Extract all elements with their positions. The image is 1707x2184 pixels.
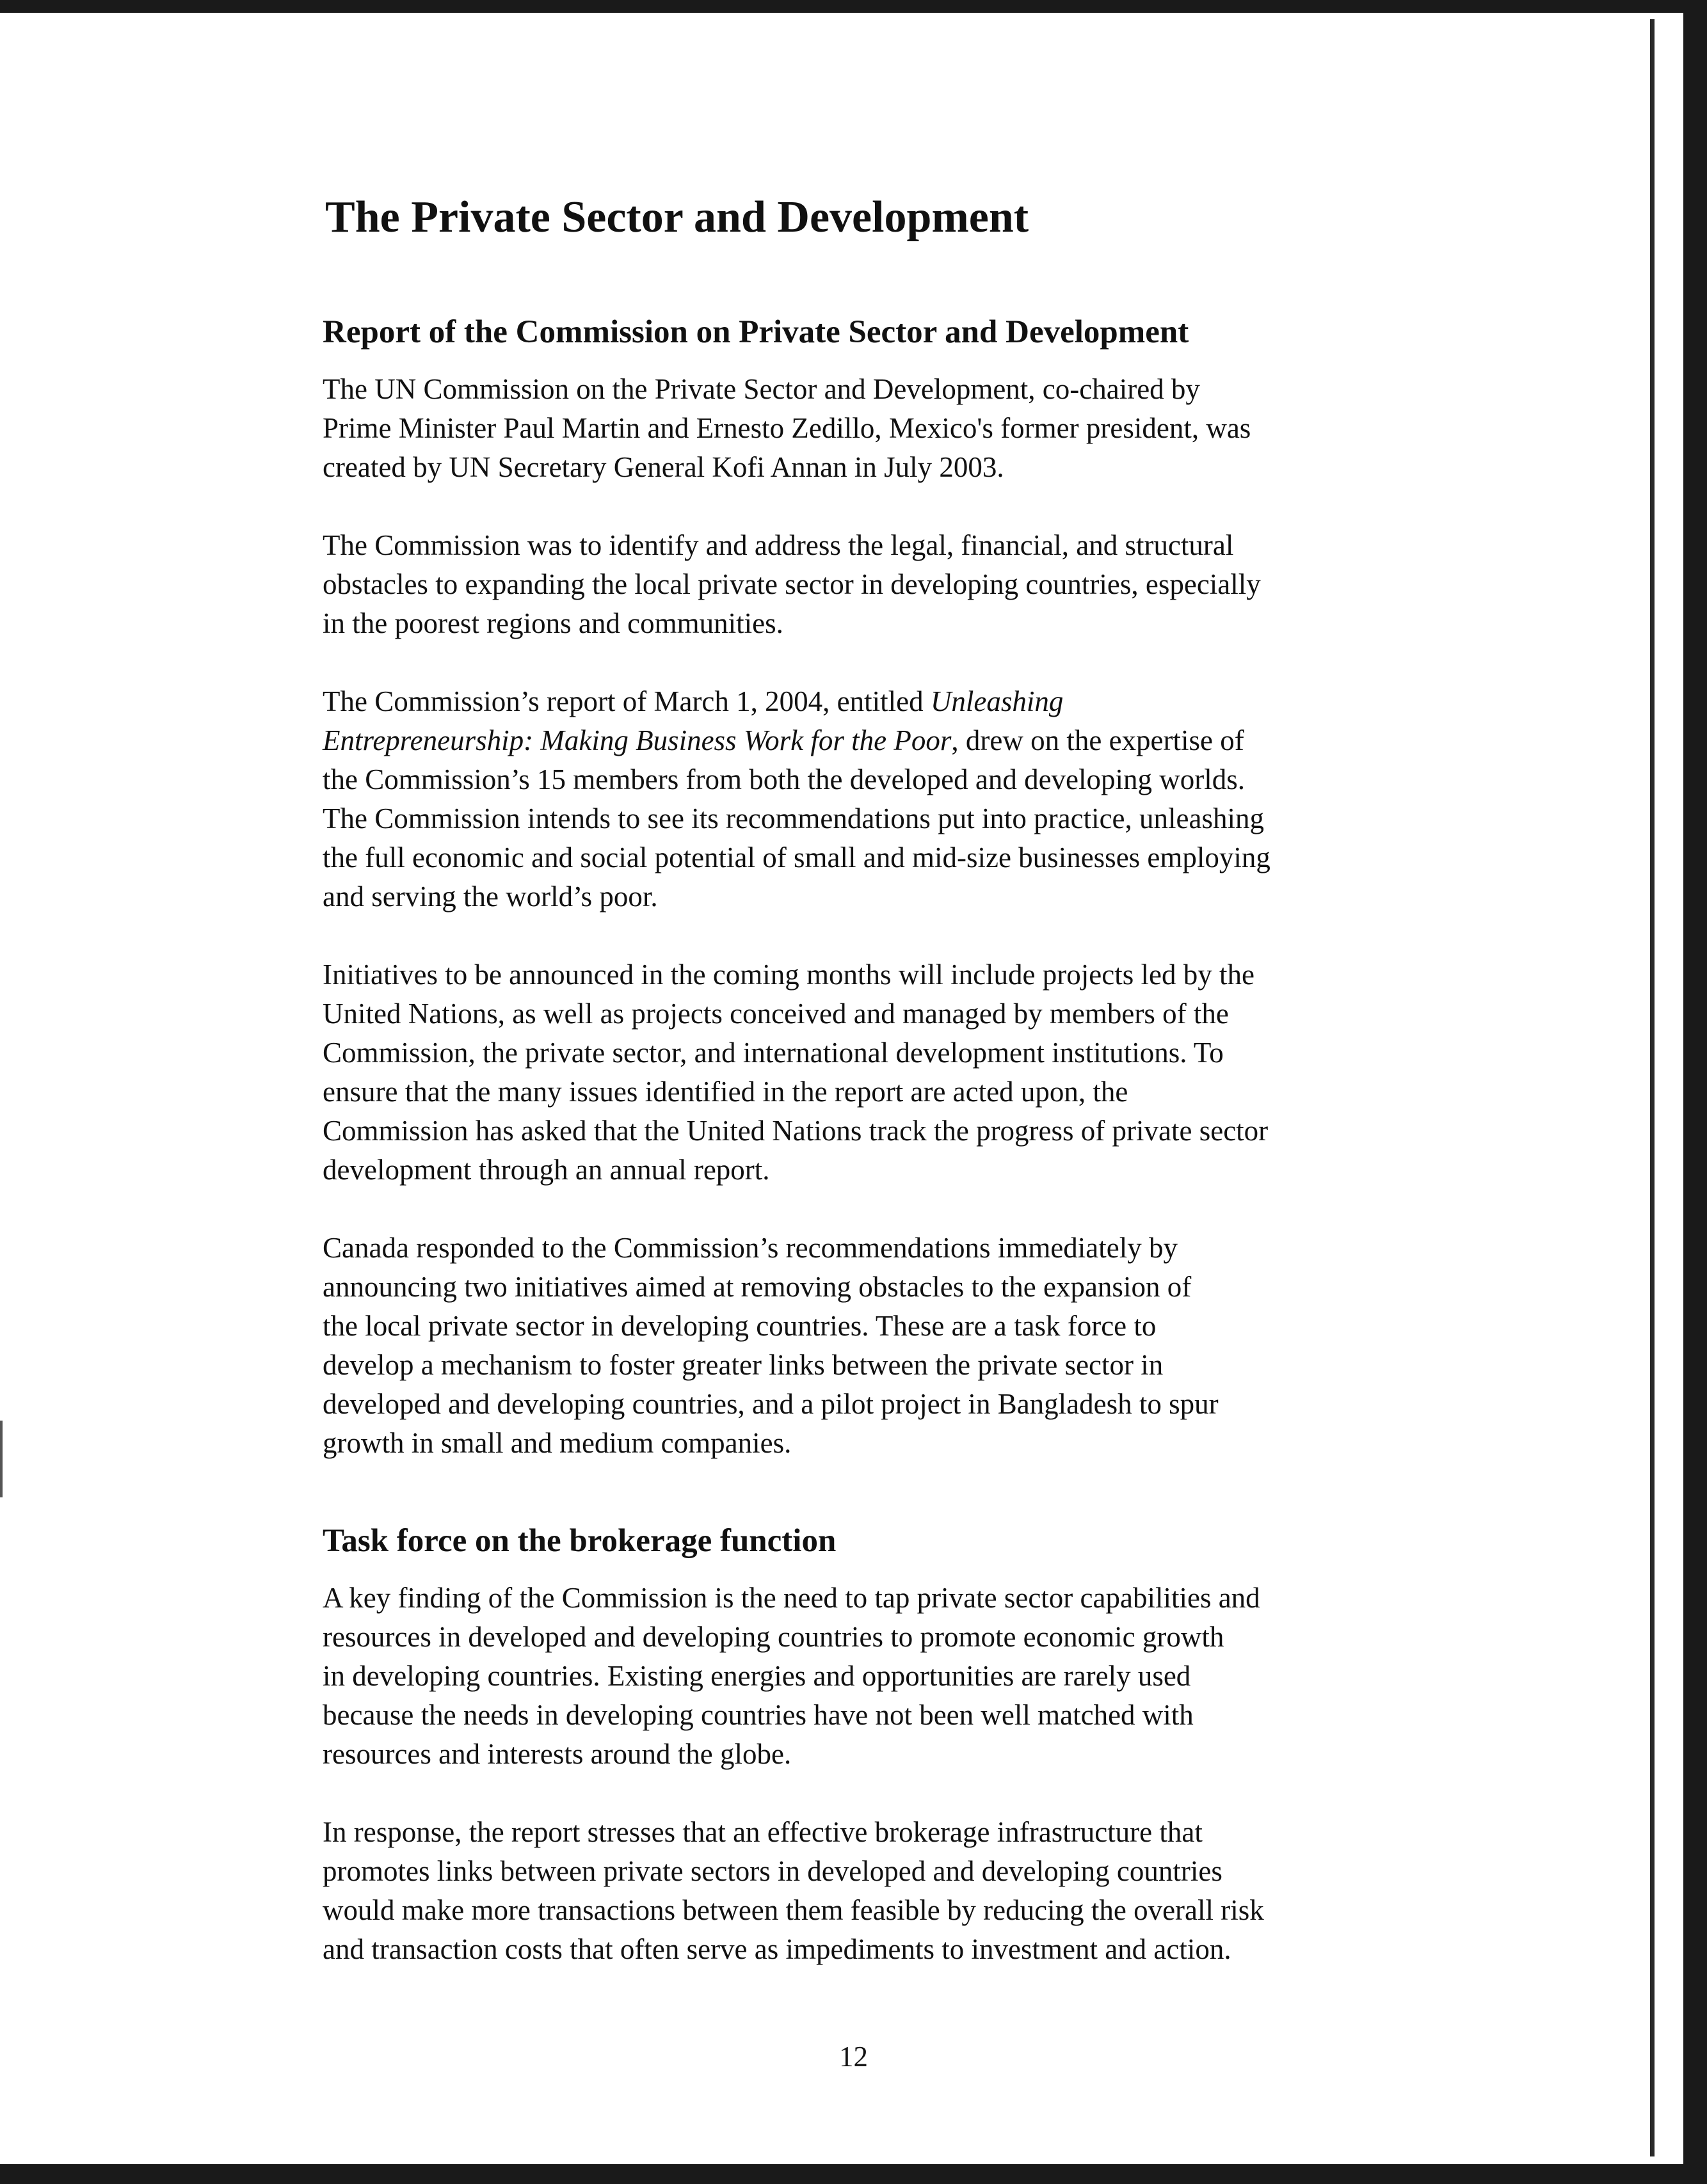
page-number: 12 [839, 2041, 868, 2073]
text-line: announcing two initiatives aimed at removing obstacles to the expansion of [323, 1270, 1192, 1303]
section-heading: Report of the Commission on Private Sector and Development [323, 314, 1189, 350]
page-binding-edge [1650, 19, 1655, 2156]
report-title-italic: Entrepreneurship: Making Business Work for the Poor [323, 724, 952, 756]
text-run: , drew on the expertise of [951, 724, 1244, 756]
text-line: United Nations, as well as projects conceived and managed by members of the [323, 997, 1229, 1030]
scan-edge-left-mark [0, 1421, 3, 1497]
page-content [320, 192, 1408, 2008]
text-line [323, 721, 1408, 760]
text-line: Initiatives to be announced in the coming months will include projects led by the [323, 958, 1254, 991]
text-line: A key finding of the Commission is the need to tap private sector capabilities and [323, 1581, 1260, 1614]
section-heading: Task force on the brokerage function [323, 1522, 837, 1559]
paragraph [323, 682, 1408, 916]
scan-edge-bottom [0, 2164, 1707, 2184]
text-line: ensure that the many issues identified in the report are acted upon, the [323, 1075, 1128, 1108]
paragraph [323, 1813, 1408, 1969]
text-line: Commission has asked that the United Nations track the progress of private sector [323, 1114, 1269, 1147]
text-line: In response, the report stresses that an effective brokerage infrastructure that [323, 1815, 1203, 1848]
text-line: the Commission’s 15 members from both the developed and developing worlds. [323, 763, 1246, 795]
paragraph [323, 1579, 1408, 1774]
text-line: Prime Minister Paul Martin and Ernesto Zedillo, Mexico's former president, was [323, 411, 1251, 444]
text-line: The Commission was to identify and address the legal, financial, and structural [323, 529, 1234, 561]
text-line: in the poorest regions and communities. [323, 607, 783, 639]
text-line: and transaction costs that often serve as impediments to investment and action. [323, 1933, 1231, 1965]
scan-edge-right [1683, 0, 1707, 2184]
text-line: resources in developed and developing countries to promote economic growth [323, 1620, 1224, 1653]
paragraph [323, 370, 1408, 487]
text-line: The UN Commission on the Private Sector and Development, co-chaired by [323, 372, 1200, 405]
text-line: the local private sector in developing countries. These are a task force to [323, 1309, 1157, 1342]
text-line: in developing countries. Existing energies and opportunities are rarely used [323, 1659, 1191, 1692]
page-title: The Private Sector and Development [325, 193, 1029, 242]
text-line: because the needs in developing countries have not been well matched with [323, 1698, 1194, 1731]
report-title-italic: Unleashing [930, 685, 1064, 717]
scan-edge-top [0, 0, 1707, 13]
text-line: promotes links between private sectors in developed and developing countries [323, 1854, 1222, 1887]
text-line: developed and developing countries, and a pilot project in Bangladesh to spur [323, 1387, 1219, 1420]
paragraph [323, 1229, 1408, 1463]
section-task-force [320, 1522, 1408, 1969]
text-line [323, 682, 1408, 721]
text-line: develop a mechanism to foster greater links between the private sector in [323, 1348, 1164, 1381]
text-line: Commission, the private sector, and international development institutions. To [323, 1036, 1224, 1069]
text-line: would make more transactions between them feasible by reducing the overall risk [323, 1893, 1264, 1926]
text-line: development through an annual report. [323, 1153, 770, 1186]
text-line: created by UN Secretary General Kofi Annan in July 2003. [323, 450, 1004, 483]
text-line: the full economic and social potential of small and mid-size businesses employing [323, 841, 1270, 873]
text-line: The Commission intends to see its recommendations put into practice, unleashing [323, 802, 1264, 834]
text-line: Canada responded to the Commission’s recommendations immediately by [323, 1231, 1178, 1264]
text-run: The Commission’s report of March 1, 2004, entitled [323, 685, 931, 717]
paragraph [323, 526, 1408, 643]
text-line: obstacles to expanding the local private sector in developing countries, especially [323, 568, 1261, 600]
section-commission-report [320, 313, 1408, 1463]
paragraph [323, 955, 1408, 1190]
text-line: resources and interests around the globe. [323, 1737, 792, 1770]
text-line: growth in small and medium companies. [323, 1426, 792, 1459]
text-line: and serving the world’s poor. [323, 880, 658, 913]
